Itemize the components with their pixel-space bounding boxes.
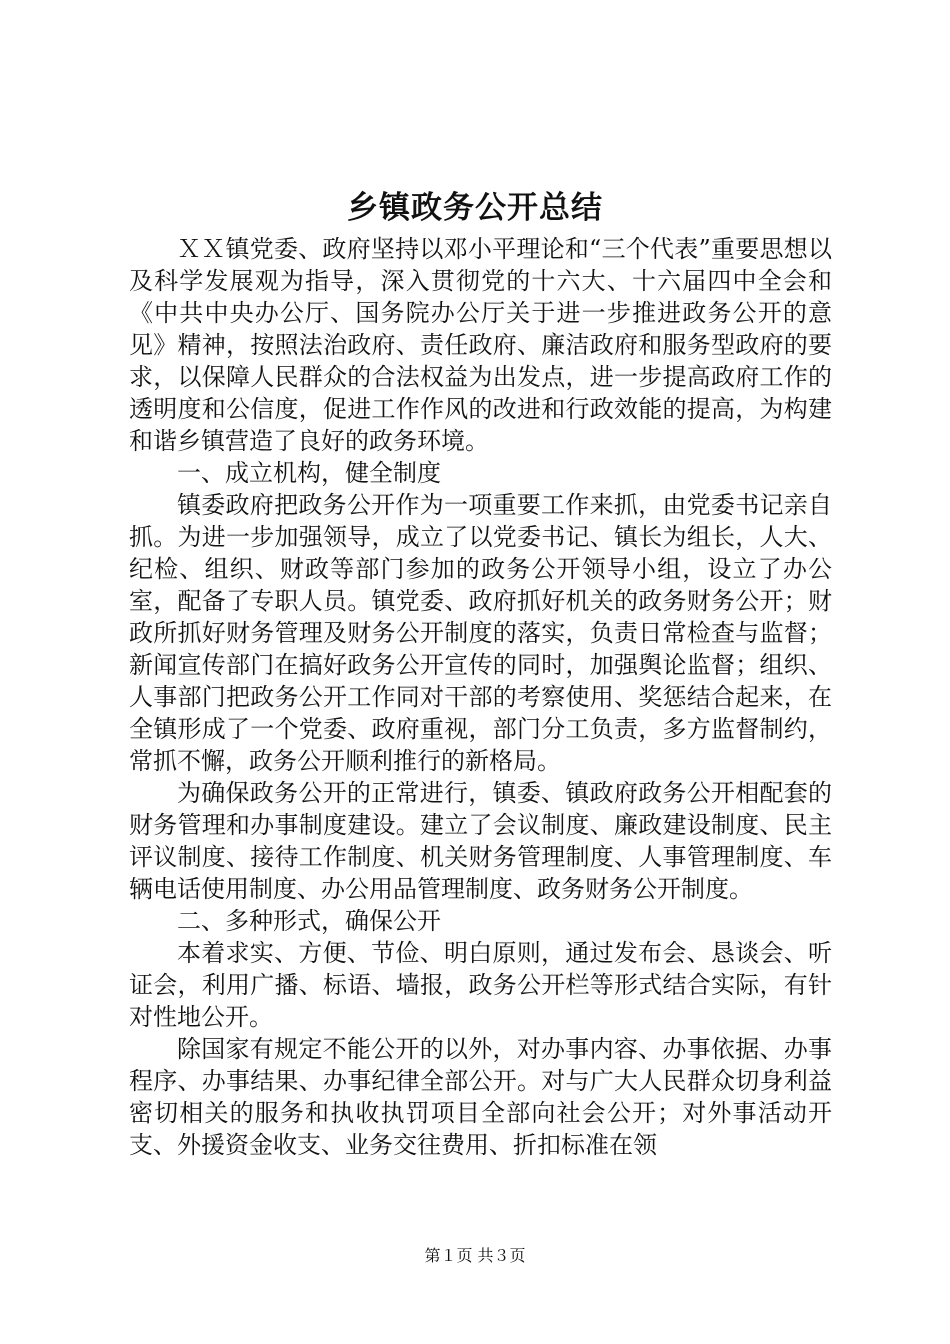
section-heading-1: 一、成立机构，健全制度 xyxy=(177,459,441,487)
paragraph-forms: 本着求实、方便、节俭、明白原则，通过发布会、恳谈会、听证会，利用广播、标语、墙报，政务公开栏等形式结合实际，有针对性地公开。 xyxy=(129,939,832,1031)
paragraph-intro: ＸＸ镇党委、政府坚持以邓小平理论和“三个代表”重要思想以及科学发展观为指导，深入贯彻党的十六大、十六届四中全会和《中共中央办公厅、国务院办公厅关于进一步推进政务公开的意见》精神，按照法治政府、责任政府、廉洁政府和服务型政府的要求，以保障人民群众的合法权益为出发点，进一步提高政府工作的透明度和公信度，促进工作作风的改进和行政效能的提高，为构建和谐乡镇营造了良好的政务环境。 xyxy=(129,235,832,455)
paragraph-organization: 镇委政府把政务公开作为一项重要工作来抓，由党委书记亲自抓。为进一步加强领导，成立了以党委书记、镇长为组长，人大、纪检、组织、财政等部门参加的政务公开领导小组，设立了办公室，配备了专职人员。镇党委、政府抓好机关的政务财务公开；财政所抓好财务管理及财务公开制度的落实，负责日常检查与监督；新闻宣传部门在搞好政务公开宣传的同时，加强舆论监督；组织、人事部门把政务公开工作同对干部的考察使用、奖惩结合起来，在全镇形成了一个党委、政府重视，部门分工负责，多方监督制约，常抓不懈，政务公开顺利推行的新格局。 xyxy=(129,491,832,775)
page-title: 乡镇政务公开总结 xyxy=(347,190,603,226)
document-body xyxy=(129,233,832,1161)
page-number-footer: 第１页 共３页 xyxy=(424,1246,526,1265)
paragraph-content: 除国家有规定不能公开的以外，对办事内容、办事依据、办事程序、办事结果、办事纪律全部公开。对与广大人民群众切身利益密切相关的服务和执收执罚项目全部向社会公开；对外事活动开支、外援资金收支、业务交往费用、折扣标准在领 xyxy=(129,1035,832,1159)
paragraph-systems: 为确保政务公开的正常进行，镇委、镇政府政务公开相配套的财务管理和办事制度建设。建立了会议制度、廉政建设制度、民主评议制度、接待工作制度、机关财务管理制度、人事管理制度、车辆电话使用制度、办公用品管理制度、政务财务公开制度。 xyxy=(129,779,832,903)
section-heading-2: 二、多种形式，确保公开 xyxy=(177,907,441,935)
